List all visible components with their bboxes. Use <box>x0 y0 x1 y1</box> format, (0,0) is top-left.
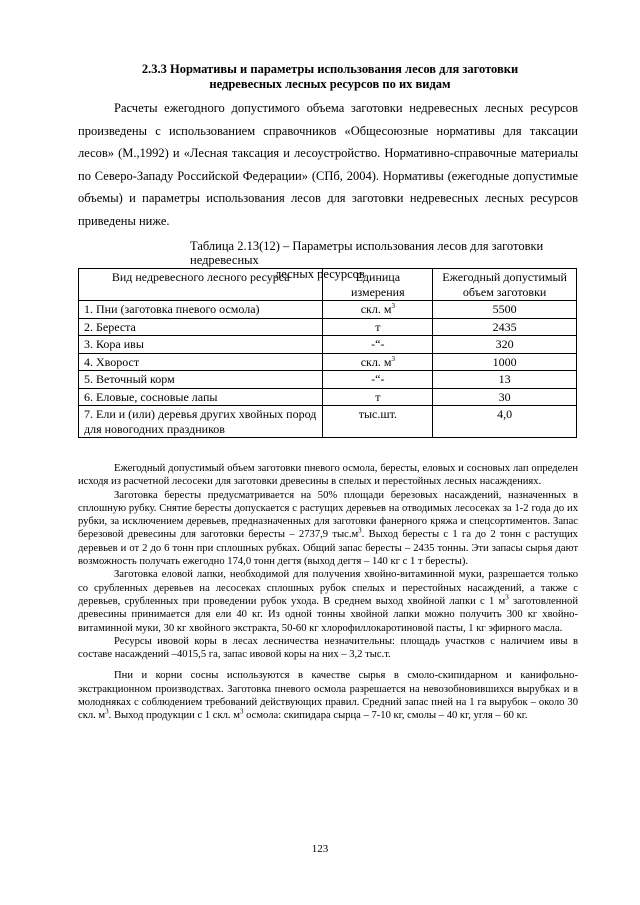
header-resource-type: Вид недревесного лесного ресурса <box>79 269 323 301</box>
table-row <box>79 318 577 336</box>
resource-name: 3. Кора ивы <box>79 336 323 354</box>
table-caption-line1: Таблица 2.13(12) – Параметры использования лесов для заготовки недревесных <box>190 239 544 267</box>
resource-name: 4. Хворост <box>79 353 323 371</box>
paragraph-pine-stumps: Пни и корни сосны используются в качестве сырья в смоло-скипидарном и канифольно-экстракционном производствах. Заготовка пневого осмола разрешается на невозобновившихся вырубках и в молодняках с соблюдением требований действующих правил. Средний запас пней на 1 га вырубок – около 30 скл. $м^3$. Выход продукции с 1 скл. $м^3$ осмола: скипидара сырца – 7-10 кг, смолы – 40 кг, угля – 60 кг. <box>78 670 578 722</box>
intro-text: Расчеты ежегодного допустимого объема заготовки недревесных лесных ресурсов произведены с использованием справочников «Общесоюзные нормативы для таксации лесов» (М.,1992) и «Лесная таксация и лесоустройство. Нормативно-справочные материалы по Северо-Западу Российской Федерации» (СПб, 2004). Нормативы (ежегодные допустимые объемы) и параметры использования лесов для заготовки недревесных лесных ресурсов приведены ниже. <box>78 101 578 228</box>
page-number: 123 <box>311 843 329 855</box>
section-heading <box>100 62 560 92</box>
resource-value: 5500 <box>433 301 577 319</box>
resource-value: 30 <box>433 388 577 406</box>
resource-name: 7. Ели и (или) деревья других хвойных пород для новогодних праздников <box>79 406 323 438</box>
intro-paragraph <box>78 97 578 233</box>
table-caption-line2: лесных ресурсов <box>275 267 365 281</box>
body-text <box>78 462 578 723</box>
paragraph-birch-bark: Заготовка бересты предусматривается на 50% площади березовых насаждений, назначенных в сплошную рубку. Снятие бересты допускается с растущих деревьев на отводимых лесосеках за 1-2 года до их рубки, за исключением деревьев, предназначенных для заготовки фанерного кряжа и спецсортиментов. Запас березовой древесины для заготовки бересты – 2737,9 $тыс.м^3$. Выход бересты с 1 га до 2 тонн с растущих деревьев и от 2 до 6 тонн при сплошных рубках. Общий запас бересты – 2435 тонны. Эти запасы сырья дают возможность получать ежегодно 174,0 тонн дегтя (выход дегтя – 140 кг с 1 т бересты). <box>78 489 578 568</box>
resource-name: 5. Веточный корм <box>79 371 323 389</box>
resource-value: 13 <box>433 371 577 389</box>
resource-unit: тыс.шт. <box>323 406 433 438</box>
resource-value: 320 <box>433 336 577 354</box>
table-row <box>79 336 577 354</box>
paragraph-stumps-birch-spruce: Ежегодный допустимый объем заготовки пневого осмола, бересты, еловых и сосновых лап определен исходя из расчетной лесосеки для заготовки древесины в спелых и перестойных лесных насаждениях. <box>78 463 578 488</box>
resource-unit: т <box>323 318 433 336</box>
resource-name: 1. Пни (заготовка пневого осмола) <box>79 301 323 319</box>
table-header-row <box>79 269 577 301</box>
table-row <box>79 406 577 438</box>
resource-name: 6. Еловые, сосновые лапы <box>79 388 323 406</box>
resource-value: 4,0 <box>433 406 577 438</box>
paragraph-spruce-twigs: Заготовка еловой лапки, необходимой для получения хвойно-витаминной муки, разрешается только со срубленных деревьев на лесосеках сплошных рубок спелых и перестойных насаждений, а также с деревьев, срубленных при проведении рубок ухода. В среднем выход хвойной лапки с 1 $м^3$ заготовленной древесины принимается для ели 40 кг. Из одной тонны хвойной лапки можно получить 300 кг хвойно-витаминной муки, 30 кг хвойного экстракта, 50-60 кг хлорофиллокаротиновой пасты, 1 кг эфирного масла. <box>78 569 579 634</box>
resource-unit: -“- <box>323 371 433 389</box>
resource-name: 2. Береста <box>79 318 323 336</box>
header-unit: Единица измерения <box>323 269 433 301</box>
resource-unit: скл. $м^3$ <box>323 353 433 371</box>
header-annual-volume: Ежегодный допустимый объем заготовки <box>433 269 577 301</box>
table-row <box>79 371 577 389</box>
resource-value: 2435 <box>433 318 577 336</box>
paragraph-willow-bark: Ресурсы ивовой коры в лесах лесничества незначительны: площадь участков с наличием ивы в составе насаждений –4015,5 га, запас ивовой коры на них – 3,2 тыс.т. <box>78 635 578 661</box>
section-heading-line2: недревесных лесных ресурсов по их видам <box>209 77 451 91</box>
table-row <box>79 388 577 406</box>
resources-table <box>78 268 577 438</box>
table-row <box>79 353 577 371</box>
table-row <box>79 301 577 319</box>
resource-value: 1000 <box>433 353 577 371</box>
resource-unit: т <box>323 388 433 406</box>
resource-unit: -“- <box>323 336 433 354</box>
resource-unit: скл. $м^3$ <box>323 301 433 319</box>
section-heading-line1: 2.3.3 Нормативы и параметры использования лесов для заготовки <box>141 62 519 76</box>
